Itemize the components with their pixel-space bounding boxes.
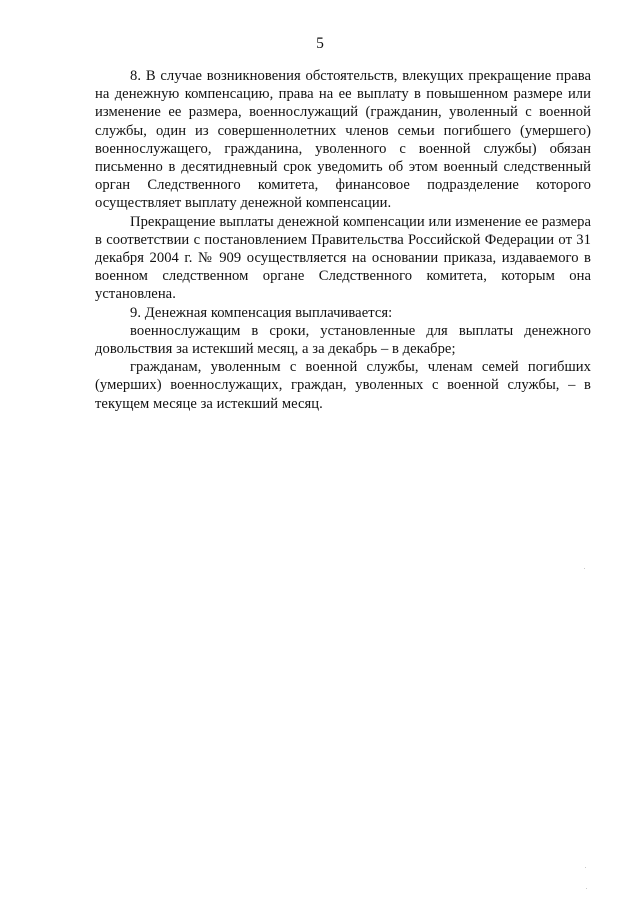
scan-speck [586, 888, 587, 889]
paragraph-8-notification: 8. В случае возникновения обстоятельств, влекущих прекращение права на денежную компенсацию, права на ее выплату в повышенном размере или изменение ее размера, военнослужащий (гражданин, уволенный с военной службы, один из совершеннолетних членов семьи погибшего (умершего) военнослужащего, гражданина, уволенного с военной службы) обязан письменно в десятидневный срок уведомить об этом военный следственный орган Следственного комитета, финансовое подразделение которого осуществляет выплату денежной компенсации. [95, 68, 591, 212]
scan-speck [585, 867, 586, 868]
document-body [95, 67, 591, 413]
paragraph-citizens-payment: гражданам, уволенным с военной службы, членам семей погибших (умерших) военнослужащих, граждан, уволенных с военной службы, – в текущем месяце за истекший месяц. [95, 359, 591, 412]
paragraph-9-heading: 9. Денежная компенсация выплачивается: [130, 304, 393, 321]
scan-speck [584, 568, 585, 569]
paragraph-servicemen-payment: военнослужащим в сроки, установленные для выплаты денежного довольствия за истекший месяц, а за декабрь – в декабре; [95, 322, 591, 358]
page-number: 5 [316, 35, 324, 52]
paragraph-termination-of-payment: Прекращение выплаты денежной компенсации или изменение ее размера в соответствии с постановлением Правительства Российской Федерации от 31 декабря 2004 г. № 909 осуществляется на основании приказа, издаваемого в военном следственном органе Следственного комитета, которым она установлена. [95, 213, 591, 303]
